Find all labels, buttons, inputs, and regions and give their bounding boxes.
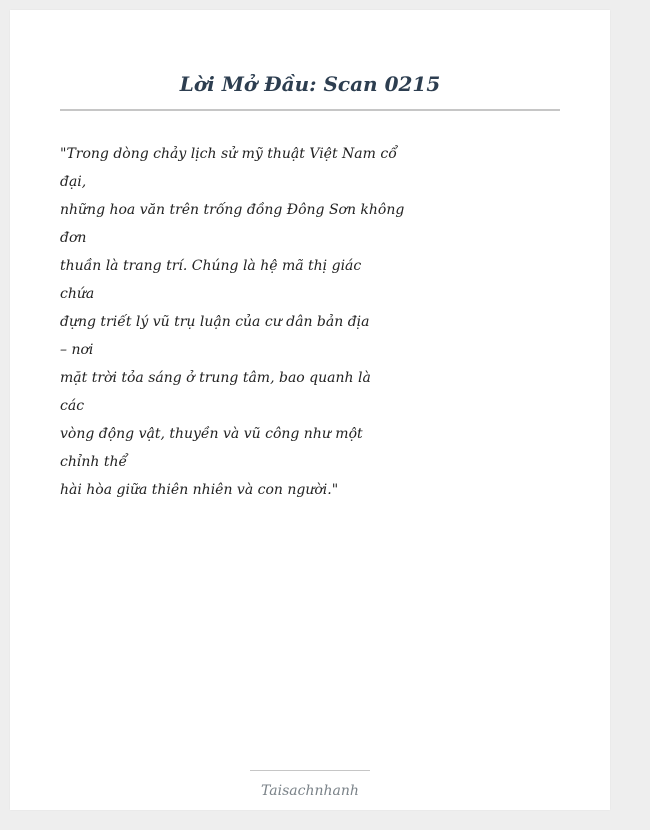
page-title: Lời Mở Đầu: Scan 0215 <box>179 72 441 96</box>
title-divider <box>60 109 560 111</box>
body-line: đơn <box>60 230 87 246</box>
body-line: những hoa văn trên trống đồng Đông Sơn không <box>60 202 405 218</box>
body-line: chỉnh thể <box>60 454 128 470</box>
body-line: mặt trời tỏa sáng ở trung tâm, bao quanh là <box>60 370 371 386</box>
footer-brand: Taisachnhanh <box>261 783 359 799</box>
footer-divider <box>250 770 370 771</box>
body-line: các <box>60 398 85 414</box>
body-line: vòng động vật, thuyền và vũ công như một <box>60 426 363 442</box>
body-line: thuần là trang trí. Chúng là hệ mã thị giác <box>60 258 362 274</box>
body-line: đựng triết lý vũ trụ luận của cư dân bản địa <box>60 314 370 330</box>
body-line: chứa <box>60 286 95 302</box>
body-line: – nơi <box>60 342 94 358</box>
body-line: đại, <box>60 174 87 190</box>
body-line: hài hòa giữa thiên nhiên và con người." <box>60 482 339 498</box>
body-line: "Trong dòng chảy lịch sử mỹ thuật Việt Nam cổ <box>60 146 397 162</box>
body-paragraph <box>60 140 405 504</box>
document-page <box>10 10 610 810</box>
